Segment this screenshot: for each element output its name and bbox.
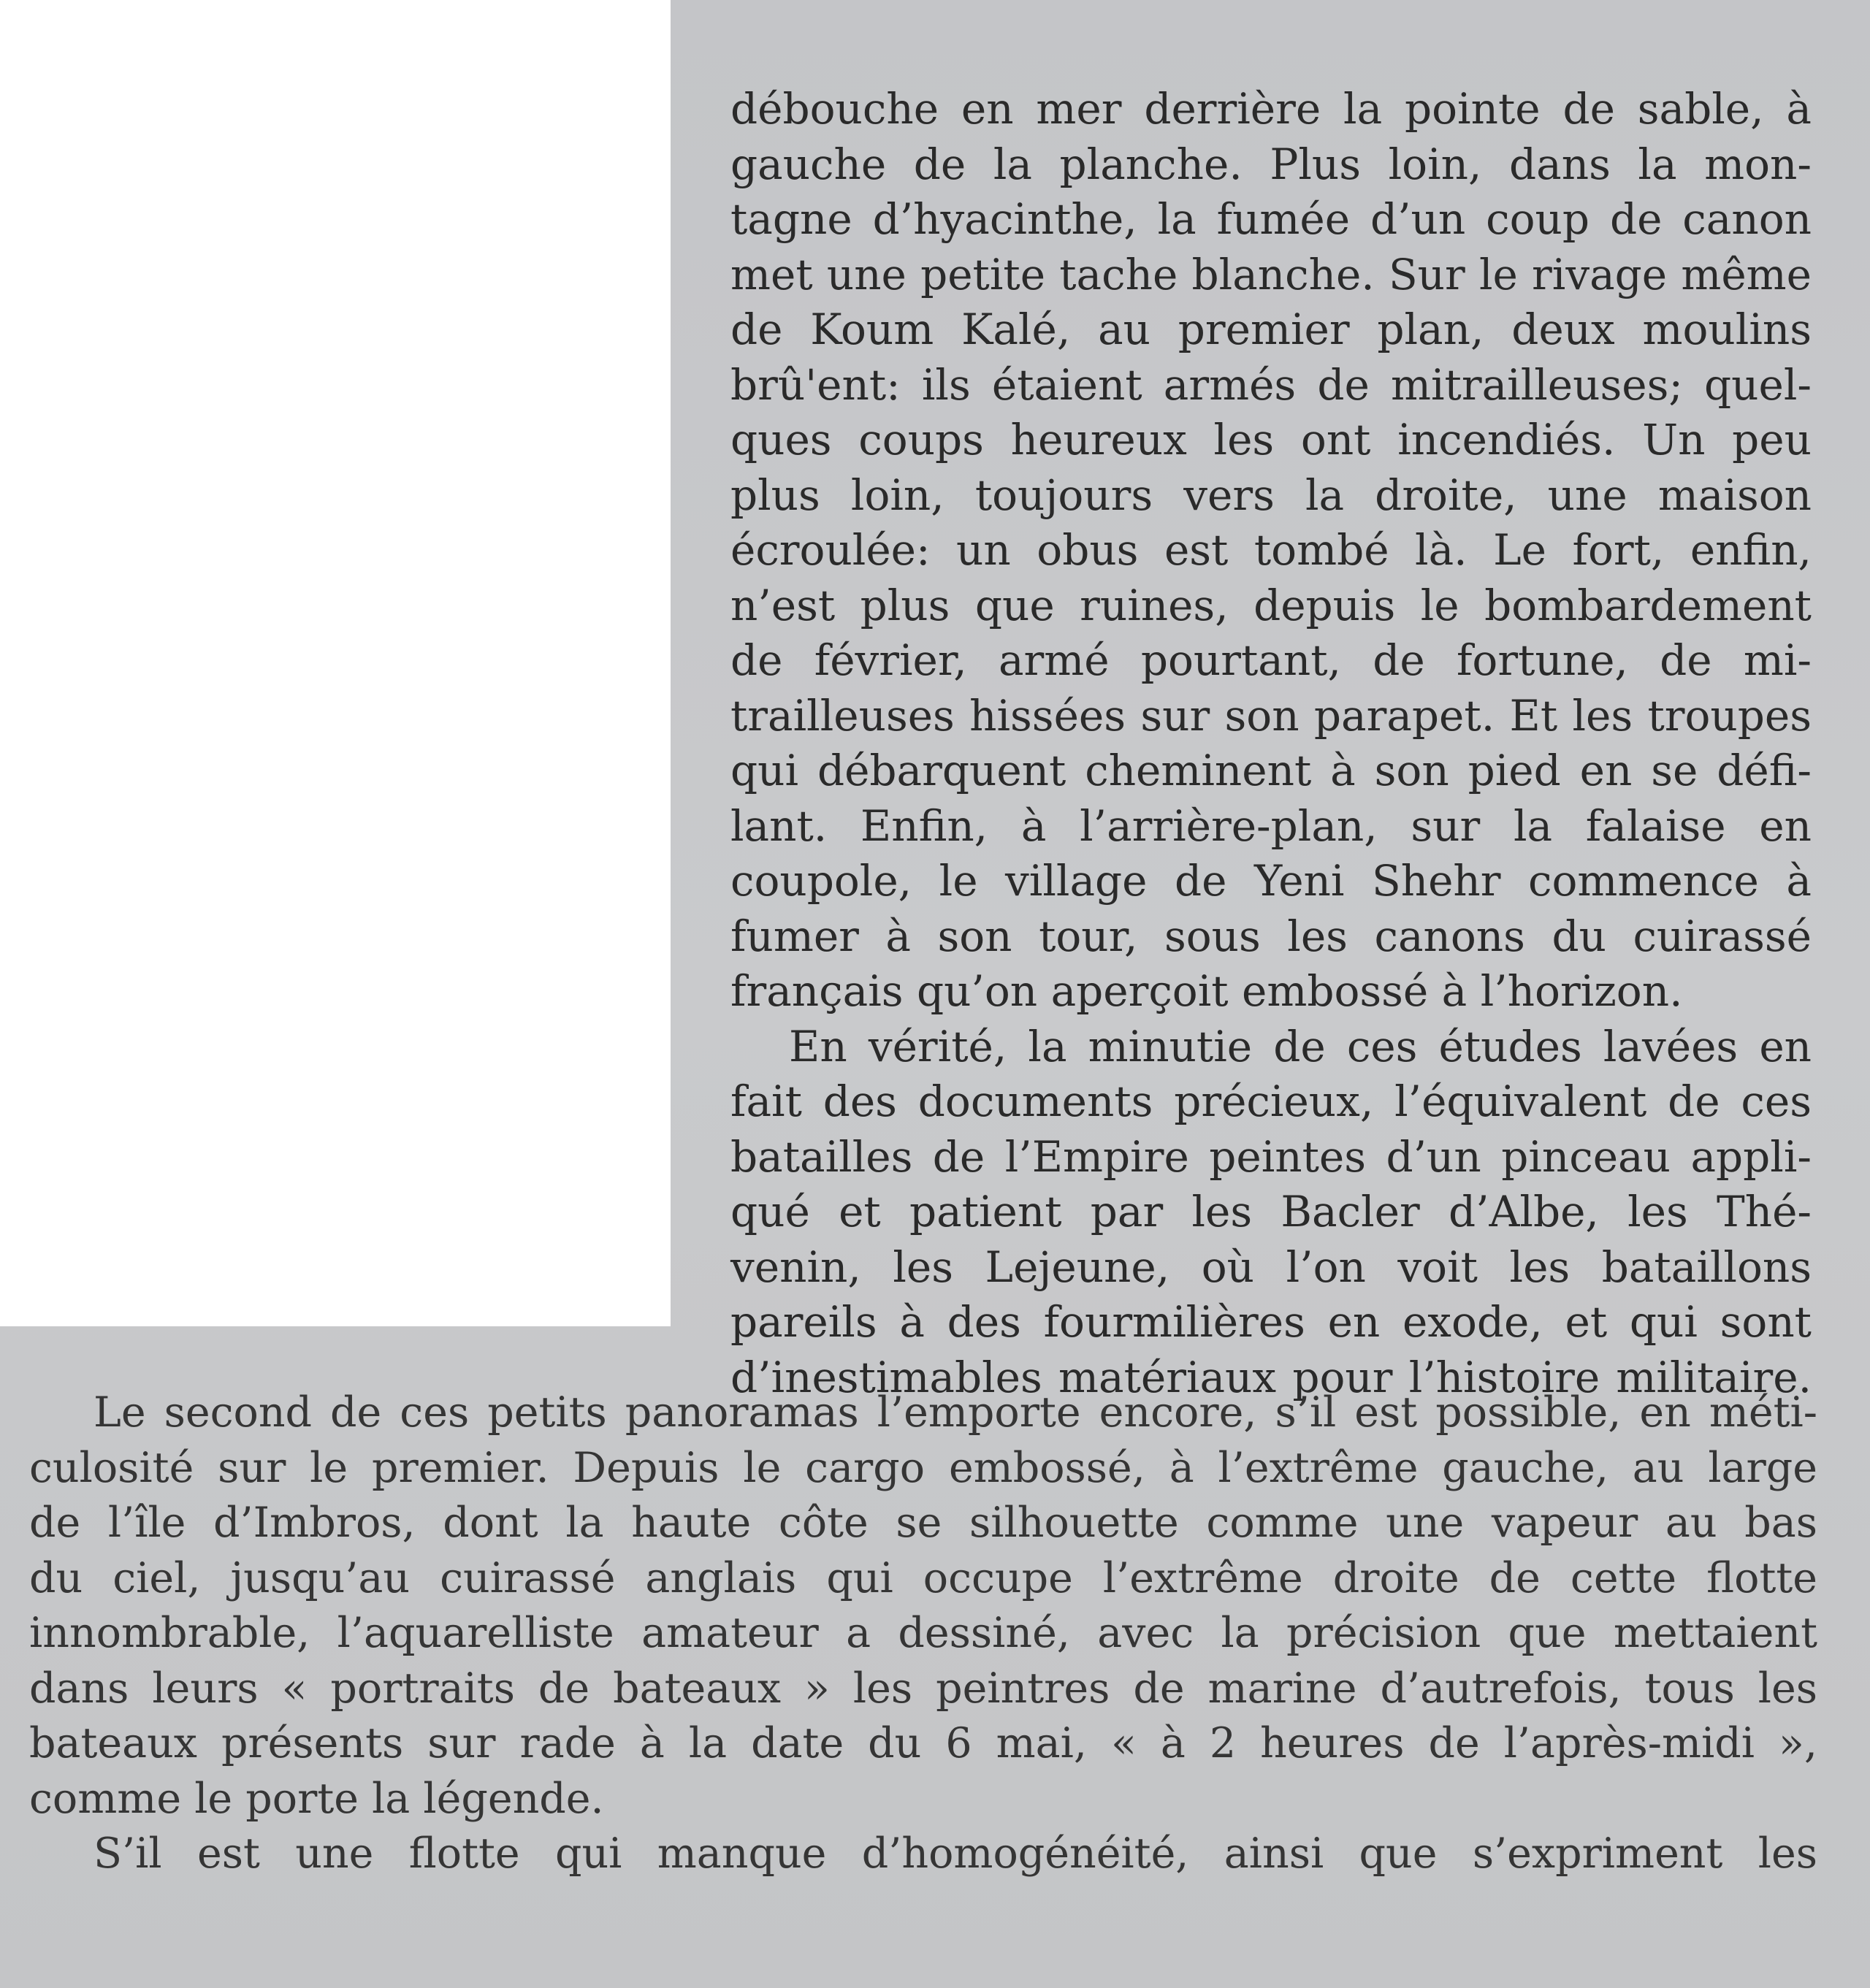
text-line: venin, les Lejeune, où l’on voit les bataillons bbox=[730, 1242, 1812, 1292]
text-line: bateaux présents sur rade à la date du 6 mai, « à 2 heures de l’après-midi », bbox=[29, 1719, 1817, 1767]
text-line: n’est plus que ruines, depuis le bombardement bbox=[730, 580, 1812, 630]
text-line: trailleuses hissées sur son parapet. Et les troupes bbox=[730, 690, 1812, 741]
text-line: pareils à des fourmilières en exode, et qui sont bbox=[730, 1297, 1812, 1347]
text-line: dans leurs « portraits de bateaux » les peintres de marine d’autrefois, tous les bbox=[29, 1664, 1817, 1713]
text-line: comme le porte la légende. bbox=[29, 1774, 604, 1823]
text-line: innombrable, l’aquarelliste amateur a dessiné, avec la précision que mettaient bbox=[29, 1609, 1817, 1657]
text-line: du ciel, jusqu’au cuirassé anglais qui occupe l’extrême droite de cette flotte bbox=[29, 1553, 1817, 1602]
text-line: brû'ent: ils étaient armés de mitrailleuses; quel- bbox=[730, 359, 1812, 410]
blank-area bbox=[0, 0, 671, 1326]
text-line: lant. Enfin, à l’arrière-plan, sur la falaise en bbox=[730, 800, 1812, 851]
text-line: met une petite tache blanche. Sur le rivage même bbox=[730, 249, 1812, 299]
text-line: d’inestimables matériaux pour l’histoire militaire. bbox=[730, 1352, 1812, 1402]
text-line: gauche de la planche. Plus loin, dans la mon- bbox=[730, 139, 1812, 189]
text-line: fait des documents précieux, l’équivalent de ces bbox=[730, 1077, 1812, 1126]
text-line: écroulée: un obus est tombé là. Le fort, enfin, bbox=[730, 525, 1812, 575]
text-line: coupole, le village de Yeni Shehr commence à bbox=[730, 856, 1812, 906]
text-line: français qu’on aperçoit embossé à l’horizon. bbox=[730, 966, 1683, 1016]
text-line: qui débarquent cheminent à son pied en se défi- bbox=[730, 746, 1812, 795]
text-column bbox=[730, 82, 1812, 1405]
text-line: de février, armé pourtant, de fortune, de mi- bbox=[730, 635, 1812, 685]
text-line: Le second de ces petits panoramas l’emporte encore, s’il est possible, en méti- bbox=[94, 1388, 1817, 1437]
text-line: culosité sur le premier. Depuis le cargo embossé, à l’extrême gauche, au large bbox=[29, 1443, 1817, 1492]
text-line: de Koum Kalé, au premier plan, deux moulins bbox=[730, 305, 1812, 354]
text-line: de l’île d’Imbros, dont la haute côte se silhouette comme une vapeur au bas bbox=[29, 1499, 1817, 1547]
full-width-text bbox=[29, 1385, 1817, 1882]
text-line: tagne d’hyacinthe, la fumée d’un coup de canon bbox=[730, 194, 1812, 244]
text-line: ques coups heureux les ont incendiés. Un peu bbox=[730, 415, 1812, 464]
text-line: batailles de l’Empire peintes d’un pinceau appli- bbox=[730, 1131, 1812, 1182]
text-line: plus loin, toujours vers la droite, une maison bbox=[730, 470, 1812, 520]
text-line: fumer à son tour, sous les canons du cuirassé bbox=[730, 911, 1812, 961]
text-line: débouche en mer derrière la pointe de sable, à bbox=[730, 84, 1812, 134]
text-line: S’il est une flotte qui manque d’homogénéité, ainsi que s’expriment les bbox=[94, 1830, 1817, 1878]
text-line: qué et patient par les Bacler d’Albe, les Thé- bbox=[730, 1187, 1812, 1236]
text-line: En vérité, la minutie de ces études lavées en bbox=[789, 1021, 1812, 1071]
